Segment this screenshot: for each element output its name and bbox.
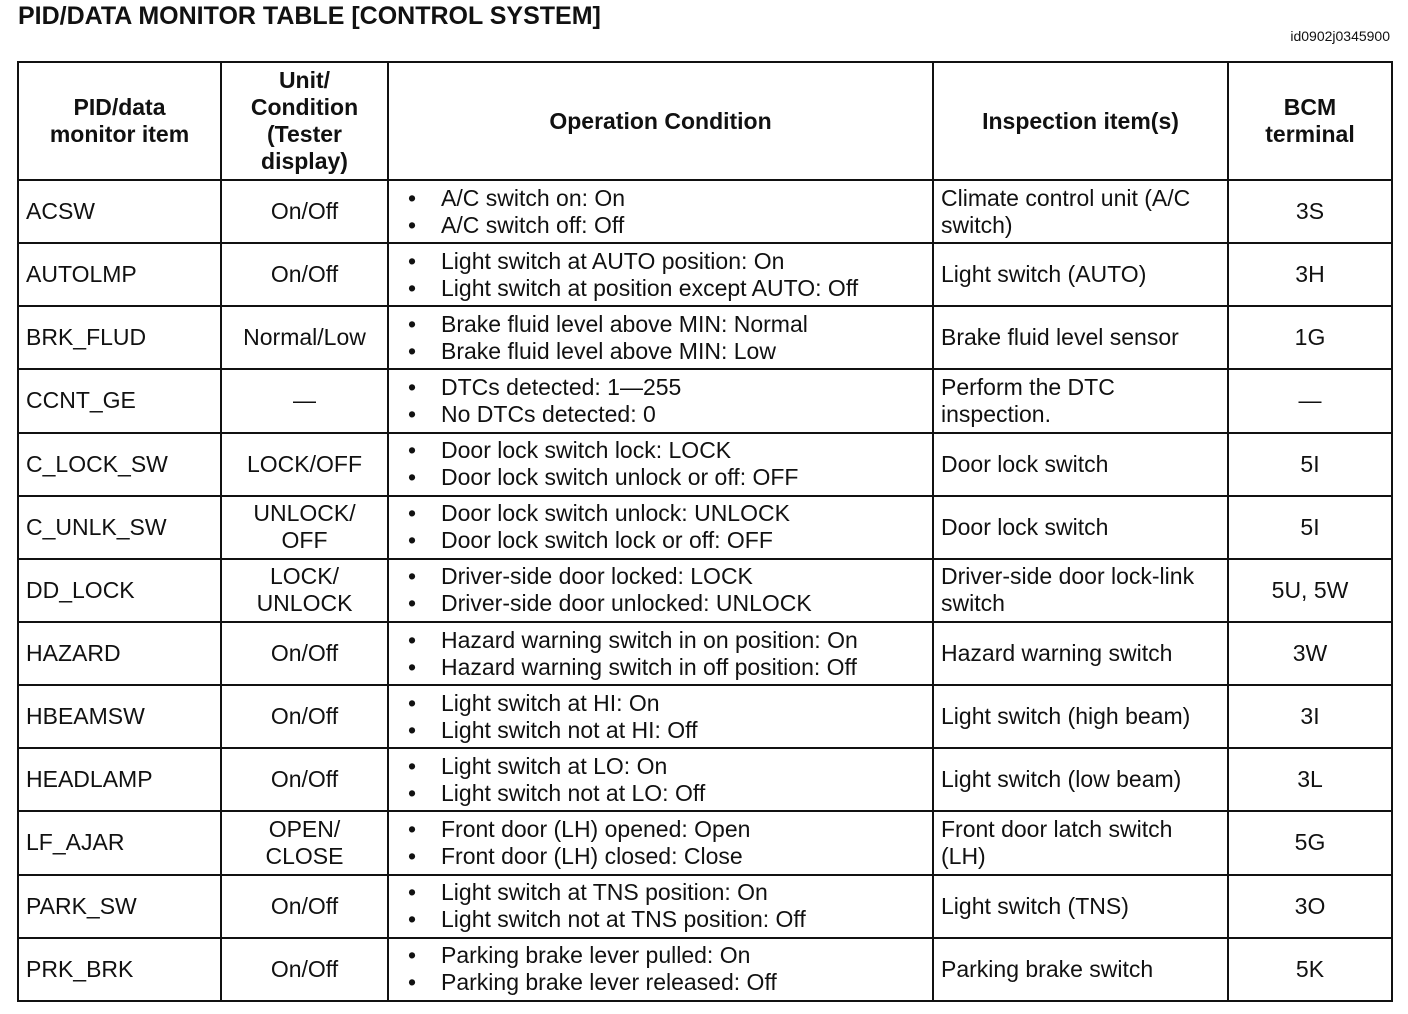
condition-item: • Front door (LH) opened: Open (408, 816, 925, 843)
operation-condition-cell (388, 433, 933, 496)
condition-list (396, 879, 925, 933)
document-id: id0902j0345900 (1290, 28, 1390, 44)
operation-condition-cell (388, 496, 933, 559)
table-row (18, 369, 1392, 432)
header-inspection-items: Inspection item(s) (933, 62, 1228, 180)
inspection-item-cell: Front door latch switch (LH) (933, 811, 1228, 874)
operation-condition-cell (388, 180, 933, 243)
condition-item: • Light switch at AUTO position: On (408, 248, 925, 275)
page-title: PID/DATA MONITOR TABLE [CONTROL SYSTEM] (18, 2, 601, 30)
condition-item: • Door lock switch unlock: UNLOCK (408, 500, 925, 527)
condition-item: • A/C switch on: On (408, 185, 925, 212)
condition-item: • Brake fluid level above MIN: Normal (408, 311, 925, 338)
bcm-terminal-cell: 3O (1228, 875, 1392, 938)
condition-item: • DTCs detected: 1—255 (408, 374, 925, 401)
bcm-terminal-cell: 3H (1228, 243, 1392, 306)
pid-item-cell: DD_LOCK (18, 559, 221, 622)
unit-condition-cell: On/Off (221, 243, 388, 306)
table-row (18, 622, 1392, 685)
bcm-terminal-cell: 5K (1228, 938, 1392, 1001)
condition-list (396, 816, 925, 870)
condition-item: • A/C switch off: Off (408, 212, 925, 239)
condition-list (396, 311, 925, 365)
unit-condition-cell: OPEN/ CLOSE (221, 811, 388, 874)
bcm-terminal-cell: 5G (1228, 811, 1392, 874)
unit-condition-cell: On/Off (221, 622, 388, 685)
pid-item-cell: BRK_FLUD (18, 306, 221, 369)
pid-item-cell: C_LOCK_SW (18, 433, 221, 496)
pid-item-cell: LF_AJAR (18, 811, 221, 874)
operation-condition-cell (388, 622, 933, 685)
pid-item-cell: C_UNLK_SW (18, 496, 221, 559)
pid-item-cell: PRK_BRK (18, 938, 221, 1001)
condition-item: • Door lock switch unlock or off: OFF (408, 464, 925, 491)
operation-condition-cell (388, 243, 933, 306)
header-operation-condition: Operation Condition (388, 62, 933, 180)
inspection-item-cell: Parking brake switch (933, 938, 1228, 1001)
table-row (18, 180, 1392, 243)
unit-condition-cell: On/Off (221, 938, 388, 1001)
pid-item-cell: ACSW (18, 180, 221, 243)
operation-condition-cell (388, 875, 933, 938)
inspection-item-cell: Climate control unit (A/C switch) (933, 180, 1228, 243)
pid-item-cell: HBEAMSW (18, 685, 221, 748)
bcm-terminal-cell: 1G (1228, 306, 1392, 369)
table-row (18, 433, 1392, 496)
bcm-terminal-cell: 3W (1228, 622, 1392, 685)
condition-item: • Hazard warning switch in on position: On (408, 627, 925, 654)
pid-item-cell: HEADLAMP (18, 748, 221, 811)
unit-condition-cell: LOCK/OFF (221, 433, 388, 496)
operation-condition-cell (388, 811, 933, 874)
pid-monitor-table (17, 61, 1393, 1002)
inspection-item-cell: Light switch (AUTO) (933, 243, 1228, 306)
condition-item: • Light switch at LO: On (408, 753, 925, 780)
bcm-terminal-cell: 5I (1228, 496, 1392, 559)
condition-list (396, 374, 925, 428)
table-row (18, 306, 1392, 369)
inspection-item-cell: Brake fluid level sensor (933, 306, 1228, 369)
operation-condition-cell (388, 938, 933, 1001)
table-row (18, 748, 1392, 811)
condition-item: • Brake fluid level above MIN: Low (408, 338, 925, 365)
condition-item: • Light switch at position except AUTO: Off (408, 275, 925, 302)
unit-condition-cell: On/Off (221, 180, 388, 243)
inspection-item-cell: Light switch (TNS) (933, 875, 1228, 938)
condition-item: • Driver-side door unlocked: UNLOCK (408, 590, 925, 617)
bcm-terminal-cell: — (1228, 369, 1392, 432)
table-row (18, 685, 1392, 748)
table-row (18, 496, 1392, 559)
unit-condition-cell: — (221, 369, 388, 432)
unit-condition-cell: LOCK/ UNLOCK (221, 559, 388, 622)
condition-item: • Door lock switch lock or off: OFF (408, 527, 925, 554)
condition-item: • Driver-side door locked: LOCK (408, 563, 925, 590)
condition-item: • Light switch not at HI: Off (408, 717, 925, 744)
condition-item: • Light switch at HI: On (408, 690, 925, 717)
inspection-item-cell: Light switch (low beam) (933, 748, 1228, 811)
condition-item: • No DTCs detected: 0 (408, 401, 925, 428)
condition-list (396, 690, 925, 744)
unit-condition-cell: On/Off (221, 875, 388, 938)
header-pid-item: PID/data monitor item (18, 62, 221, 180)
inspection-item-cell: Door lock switch (933, 433, 1228, 496)
inspection-item-cell: Light switch (high beam) (933, 685, 1228, 748)
bcm-terminal-cell: 5U, 5W (1228, 559, 1392, 622)
unit-condition-cell: On/Off (221, 748, 388, 811)
condition-item: • Light switch at TNS position: On (408, 879, 925, 906)
header-bcm-terminal: BCM terminal (1228, 62, 1392, 180)
inspection-item-cell: Perform the DTC inspection. (933, 369, 1228, 432)
condition-item: • Light switch not at LO: Off (408, 780, 925, 807)
condition-item: • Light switch not at TNS position: Off (408, 906, 925, 933)
condition-item: • Front door (LH) closed: Close (408, 843, 925, 870)
condition-list (396, 185, 925, 239)
unit-condition-cell: UNLOCK/ OFF (221, 496, 388, 559)
operation-condition-cell (388, 559, 933, 622)
condition-list (396, 248, 925, 302)
condition-list (396, 500, 925, 554)
operation-condition-cell (388, 748, 933, 811)
condition-item: • Door lock switch lock: LOCK (408, 437, 925, 464)
table-row (18, 875, 1392, 938)
operation-condition-cell (388, 369, 933, 432)
inspection-item-cell: Hazard warning switch (933, 622, 1228, 685)
header-unit-condition: Unit/ Condition (Tester display) (221, 62, 388, 180)
pid-item-cell: AUTOLMP (18, 243, 221, 306)
table-row (18, 243, 1392, 306)
condition-list (396, 942, 925, 996)
unit-condition-cell: Normal/Low (221, 306, 388, 369)
unit-condition-cell: On/Off (221, 685, 388, 748)
pid-item-cell: HAZARD (18, 622, 221, 685)
condition-item: • Hazard warning switch in off position: Off (408, 654, 925, 681)
condition-list (396, 753, 925, 807)
pid-item-cell: PARK_SW (18, 875, 221, 938)
condition-list (396, 437, 925, 491)
inspection-item-cell: Driver-side door lock-link switch (933, 559, 1228, 622)
table-row (18, 811, 1392, 874)
condition-list (396, 563, 925, 617)
operation-condition-cell (388, 685, 933, 748)
condition-item: • Parking brake lever released: Off (408, 969, 925, 996)
condition-list (396, 627, 925, 681)
table-body (18, 180, 1392, 1001)
header-row (18, 62, 1392, 180)
bcm-terminal-cell: 5I (1228, 433, 1392, 496)
inspection-item-cell: Door lock switch (933, 496, 1228, 559)
operation-condition-cell (388, 306, 933, 369)
table-row (18, 559, 1392, 622)
table-row (18, 938, 1392, 1001)
bcm-terminal-cell: 3S (1228, 180, 1392, 243)
bcm-terminal-cell: 3I (1228, 685, 1392, 748)
condition-item: • Parking brake lever pulled: On (408, 942, 925, 969)
bcm-terminal-cell: 3L (1228, 748, 1392, 811)
pid-item-cell: CCNT_GE (18, 369, 221, 432)
